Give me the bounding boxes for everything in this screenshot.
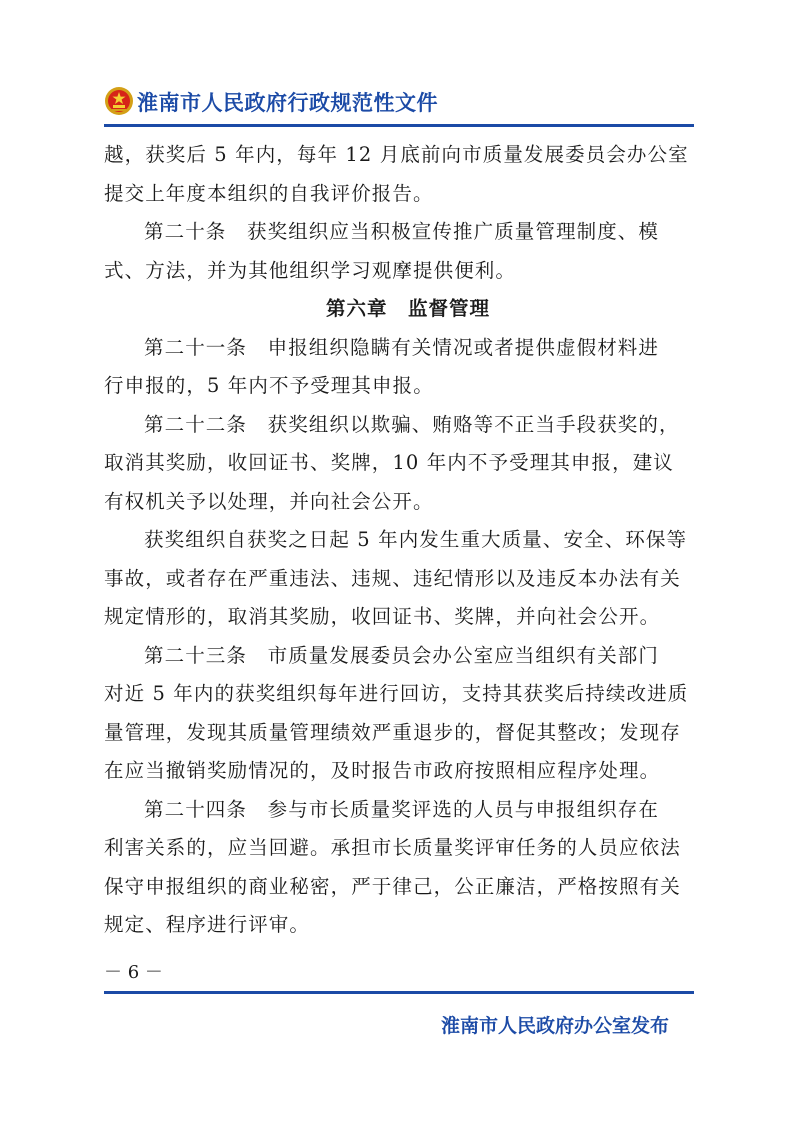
page-number: － 6 － — [104, 962, 163, 983]
article-24: 第二十四条 参与市长质量奖评选的人员与申报组织存在 — [144, 797, 660, 821]
document-body — [104, 136, 704, 945]
header-title: 淮南市人民政府行政规范性文件 — [137, 91, 438, 115]
document-header — [104, 84, 694, 124]
body-line: 行申报的，5 年内不予受理其申报。 — [104, 374, 434, 397]
body-line: 规定、程序进行评审。 — [104, 913, 311, 936]
article-21: 第二十一条 申报组织隐瞒有关情况或者提供虚假材料进 — [144, 335, 660, 359]
body-line: 有权机关予以处理，并向社会公开。 — [104, 489, 434, 513]
body-line: 保守申报组织的商业秘密，严于律己，公正廉洁，严格按照有关 — [104, 874, 681, 898]
paragraph: 获奖组织自获奖之日起 5 年内发生重大质量、安全、环保等 — [144, 528, 688, 551]
body-line: 规定情形的，取消其奖励，收回证书、奖牌，并向社会公开。 — [104, 605, 661, 628]
body-line: 取消其奖励，收回证书、奖牌，10 年内不予受理其申报，建议 — [104, 451, 674, 474]
national-emblem-icon — [104, 86, 134, 116]
body-line: 量管理，发现其质量管理绩效严重退步的，督促其整改；发现存 — [104, 720, 681, 744]
body-line: 对近 5 年内的获奖组织每年进行回访，支持其获奖后持续改进质 — [104, 682, 689, 705]
footer-divider — [104, 991, 694, 994]
body-line: 越，获奖后 5 年内，每年 12 月底前向市质量发展委员会办公室 — [104, 143, 689, 166]
article-20: 第二十条 获奖组织应当积极宣传推广质量管理制度、模 — [144, 220, 660, 243]
body-line: 提交上年度本组织的自我评价报告。 — [104, 181, 434, 205]
article-23: 第二十三条 市质量发展委员会办公室应当组织有关部门 — [144, 643, 660, 667]
body-line: 事故，或者存在严重违法、违规、违纪情形以及违反本办法有关 — [104, 566, 681, 590]
article-22: 第二十二条 获奖组织以欺骗、贿赂等不正当手段获奖的， — [144, 412, 680, 436]
chapter-heading: 第六章 监督管理 — [325, 297, 490, 320]
body-line: 在应当撤销奖励情况的，及时报告市政府按照相应程序处理。 — [104, 759, 661, 782]
body-line: 利害关系的，应当回避。承担市长质量奖评审任务的人员应依法 — [104, 836, 681, 859]
body-line: 式、方法，并为其他组织学习观摩提供便利。 — [104, 258, 517, 282]
footer-publisher: 淮南市人民政府办公室发布 — [440, 1015, 669, 1037]
header-divider — [104, 124, 694, 127]
